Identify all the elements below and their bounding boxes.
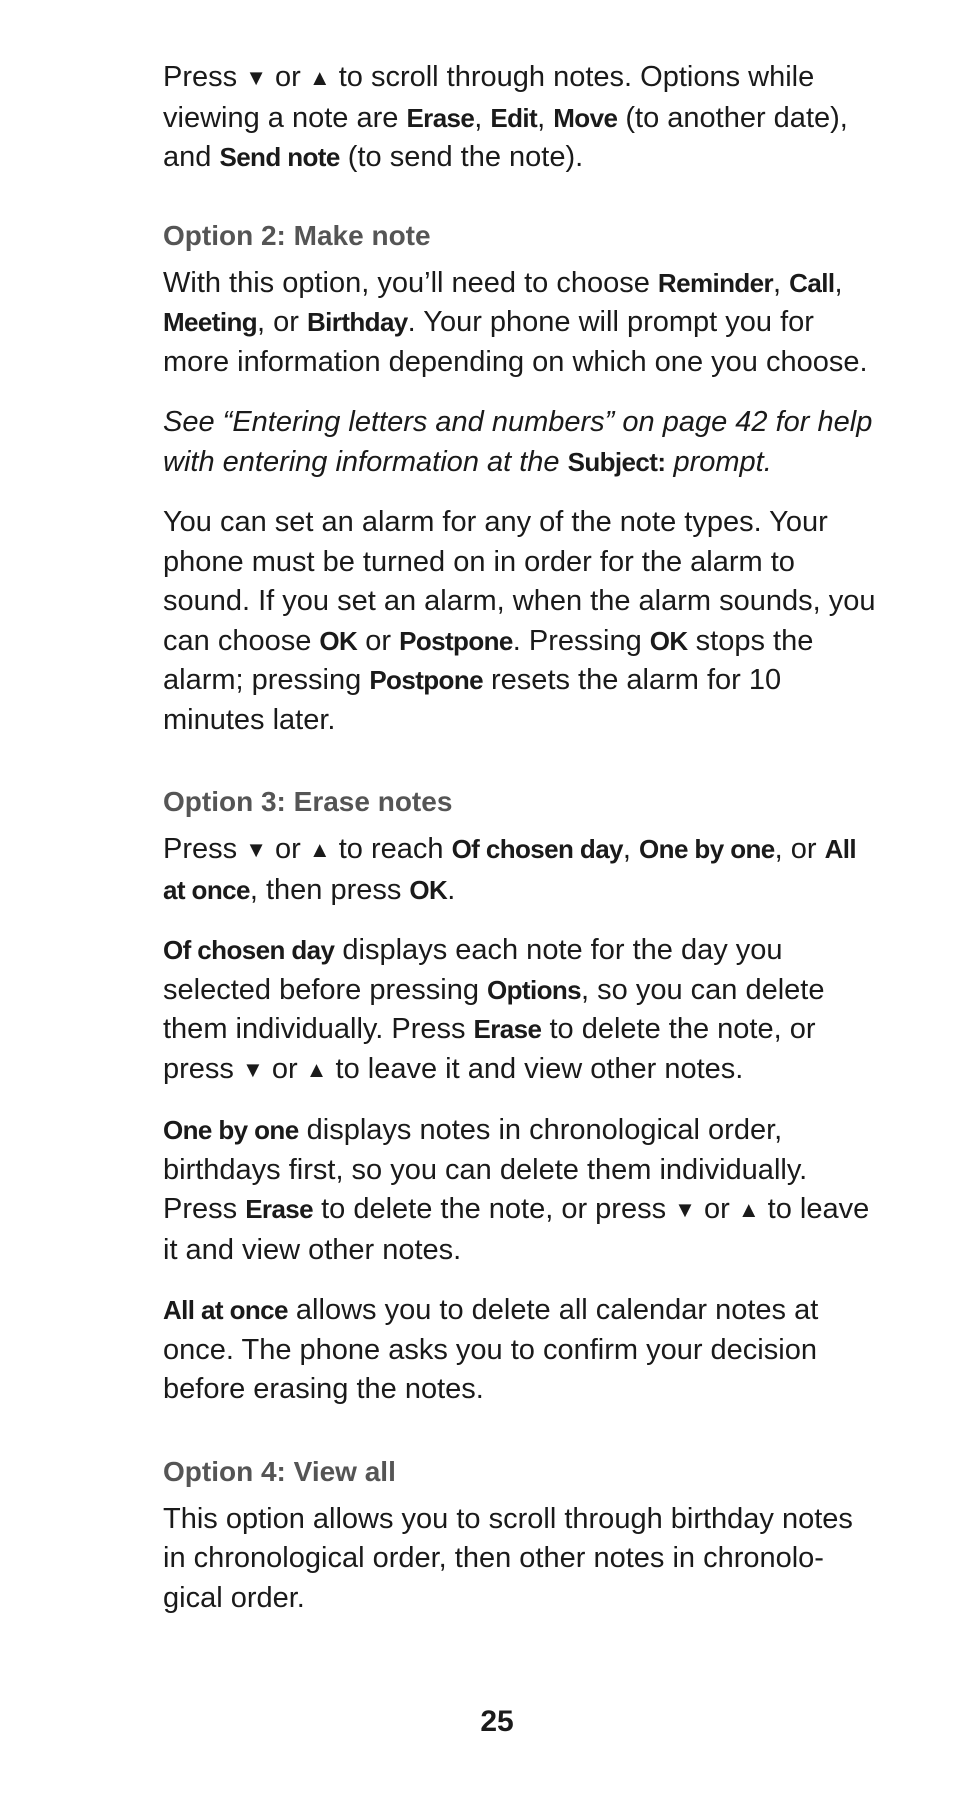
key-postpone: Postpone [369, 665, 483, 695]
text: With this option, you’ll need to choose [163, 266, 658, 299]
text: . Pressing [512, 624, 650, 657]
key-reminder: Reminder [657, 267, 774, 298]
key-ok: OK [319, 625, 358, 656]
text: , [834, 266, 843, 299]
text: . [447, 873, 456, 906]
text: displays notes in chronological order, birthdays first, so you can delete them individually. Press [163, 1114, 808, 1225]
key-one-by-one: One by one [639, 834, 775, 864]
key-postpone: Postpone [399, 625, 513, 656]
erase-notes-paragraph [163, 830, 883, 910]
view-all-paragraph [163, 1500, 883, 1619]
scroll-notes-paragraph [163, 58, 883, 178]
key-one-by-one: One by one [163, 1115, 299, 1145]
all-at-once-paragraph [163, 1291, 883, 1410]
up-arrow-icon: ▲ [737, 1197, 760, 1222]
text: , then press [249, 873, 410, 906]
text: , so you can delete them individually. Press [163, 973, 825, 1045]
key-ok: OK [409, 874, 448, 905]
text: stops the alarm; pressing [163, 624, 814, 696]
text: You can set an alarm for any of the note types. Your phone must be turned on in order for the alarm to sound. If you set an alarm, when the alarm sounds, you can choose [163, 506, 876, 657]
option-3-heading: Option 3: Erase notes [163, 786, 453, 817]
text: to delete the note, or press [313, 1193, 675, 1225]
key-subject: Subject: [567, 446, 666, 477]
down-arrow-icon: ▼ [245, 65, 267, 90]
text: , or [774, 833, 825, 865]
key-meeting: Meeting [163, 307, 258, 337]
option-2-heading: Option 2: Make note [163, 219, 431, 251]
key-options: Options [487, 974, 582, 1005]
up-arrow-icon: ▲ [305, 1056, 328, 1082]
page-number: 25 [480, 1705, 514, 1738]
alarm-paragraph [163, 503, 883, 740]
key-erase: Erase [406, 102, 475, 133]
text: or [266, 61, 309, 93]
text: or [266, 833, 309, 865]
of-chosen-day-paragraph [163, 931, 883, 1090]
entering-letters-note [163, 403, 883, 482]
text: (to send the note). [339, 141, 584, 173]
text: (to another date), and [163, 101, 848, 173]
text: or [695, 1193, 738, 1225]
text: or [357, 624, 400, 657]
key-of-chosen-day: Of chosen day [451, 834, 623, 864]
make-note-paragraph [163, 264, 883, 383]
one-by-one-paragraph [163, 1111, 883, 1270]
text: , or [257, 306, 307, 338]
key-all-at-once: All at once [163, 1295, 288, 1325]
text: prompt. [665, 445, 772, 478]
key-erase: Erase [245, 1194, 314, 1224]
key-all-at-once: All at once [163, 834, 857, 905]
text: to leave it and view other notes. [327, 1052, 744, 1085]
text: , [474, 101, 491, 134]
text: to delete the note, or press [163, 1013, 816, 1085]
down-arrow-icon: ▼ [674, 1197, 696, 1222]
text: resets the alarm for 10 minutes later. [163, 664, 782, 736]
option-4-heading: Option 4: View all [163, 1455, 396, 1487]
up-arrow-icon: ▲ [308, 65, 331, 90]
up-arrow-icon: ▲ [308, 837, 331, 862]
text: Press [163, 833, 246, 865]
text: allows you to delete all calendar notes at once. The phone asks you to confirm your decision before erasing the notes. [163, 1294, 819, 1405]
text: , [773, 266, 790, 299]
key-call: Call [789, 267, 835, 298]
key-ok: OK [649, 625, 688, 656]
key-erase: Erase [473, 1014, 542, 1044]
text: displays each note for the day you selected before pressing [163, 934, 783, 1006]
down-arrow-icon: ▼ [245, 837, 267, 862]
manual-page-content [163, 58, 883, 1618]
text: to leave it and view other notes. [163, 1193, 870, 1266]
down-arrow-icon: ▼ [241, 1056, 264, 1082]
text: to scroll through notes. Options while viewing a note are [163, 61, 815, 134]
key-birthday: Birthday [307, 307, 408, 337]
text: . Your phone will prompt you for more information depending on which one you choose. [163, 306, 868, 378]
key-edit: Edit [490, 102, 538, 133]
text: This option allows you to scroll through birthday notes in chronological order, then other notes in chronolo-gical order. [163, 1502, 853, 1614]
text: See “Entering letters and numbers” on page 42 for help with entering information at the [163, 406, 873, 478]
text: Press [163, 61, 246, 93]
text: or [263, 1052, 306, 1085]
key-of-chosen-day: Of chosen day [163, 935, 335, 965]
text: to reach [330, 833, 452, 865]
key-move: Move [553, 102, 618, 133]
key-send-note: Send note [219, 142, 340, 172]
text: , [537, 101, 554, 134]
text: , [622, 833, 640, 865]
